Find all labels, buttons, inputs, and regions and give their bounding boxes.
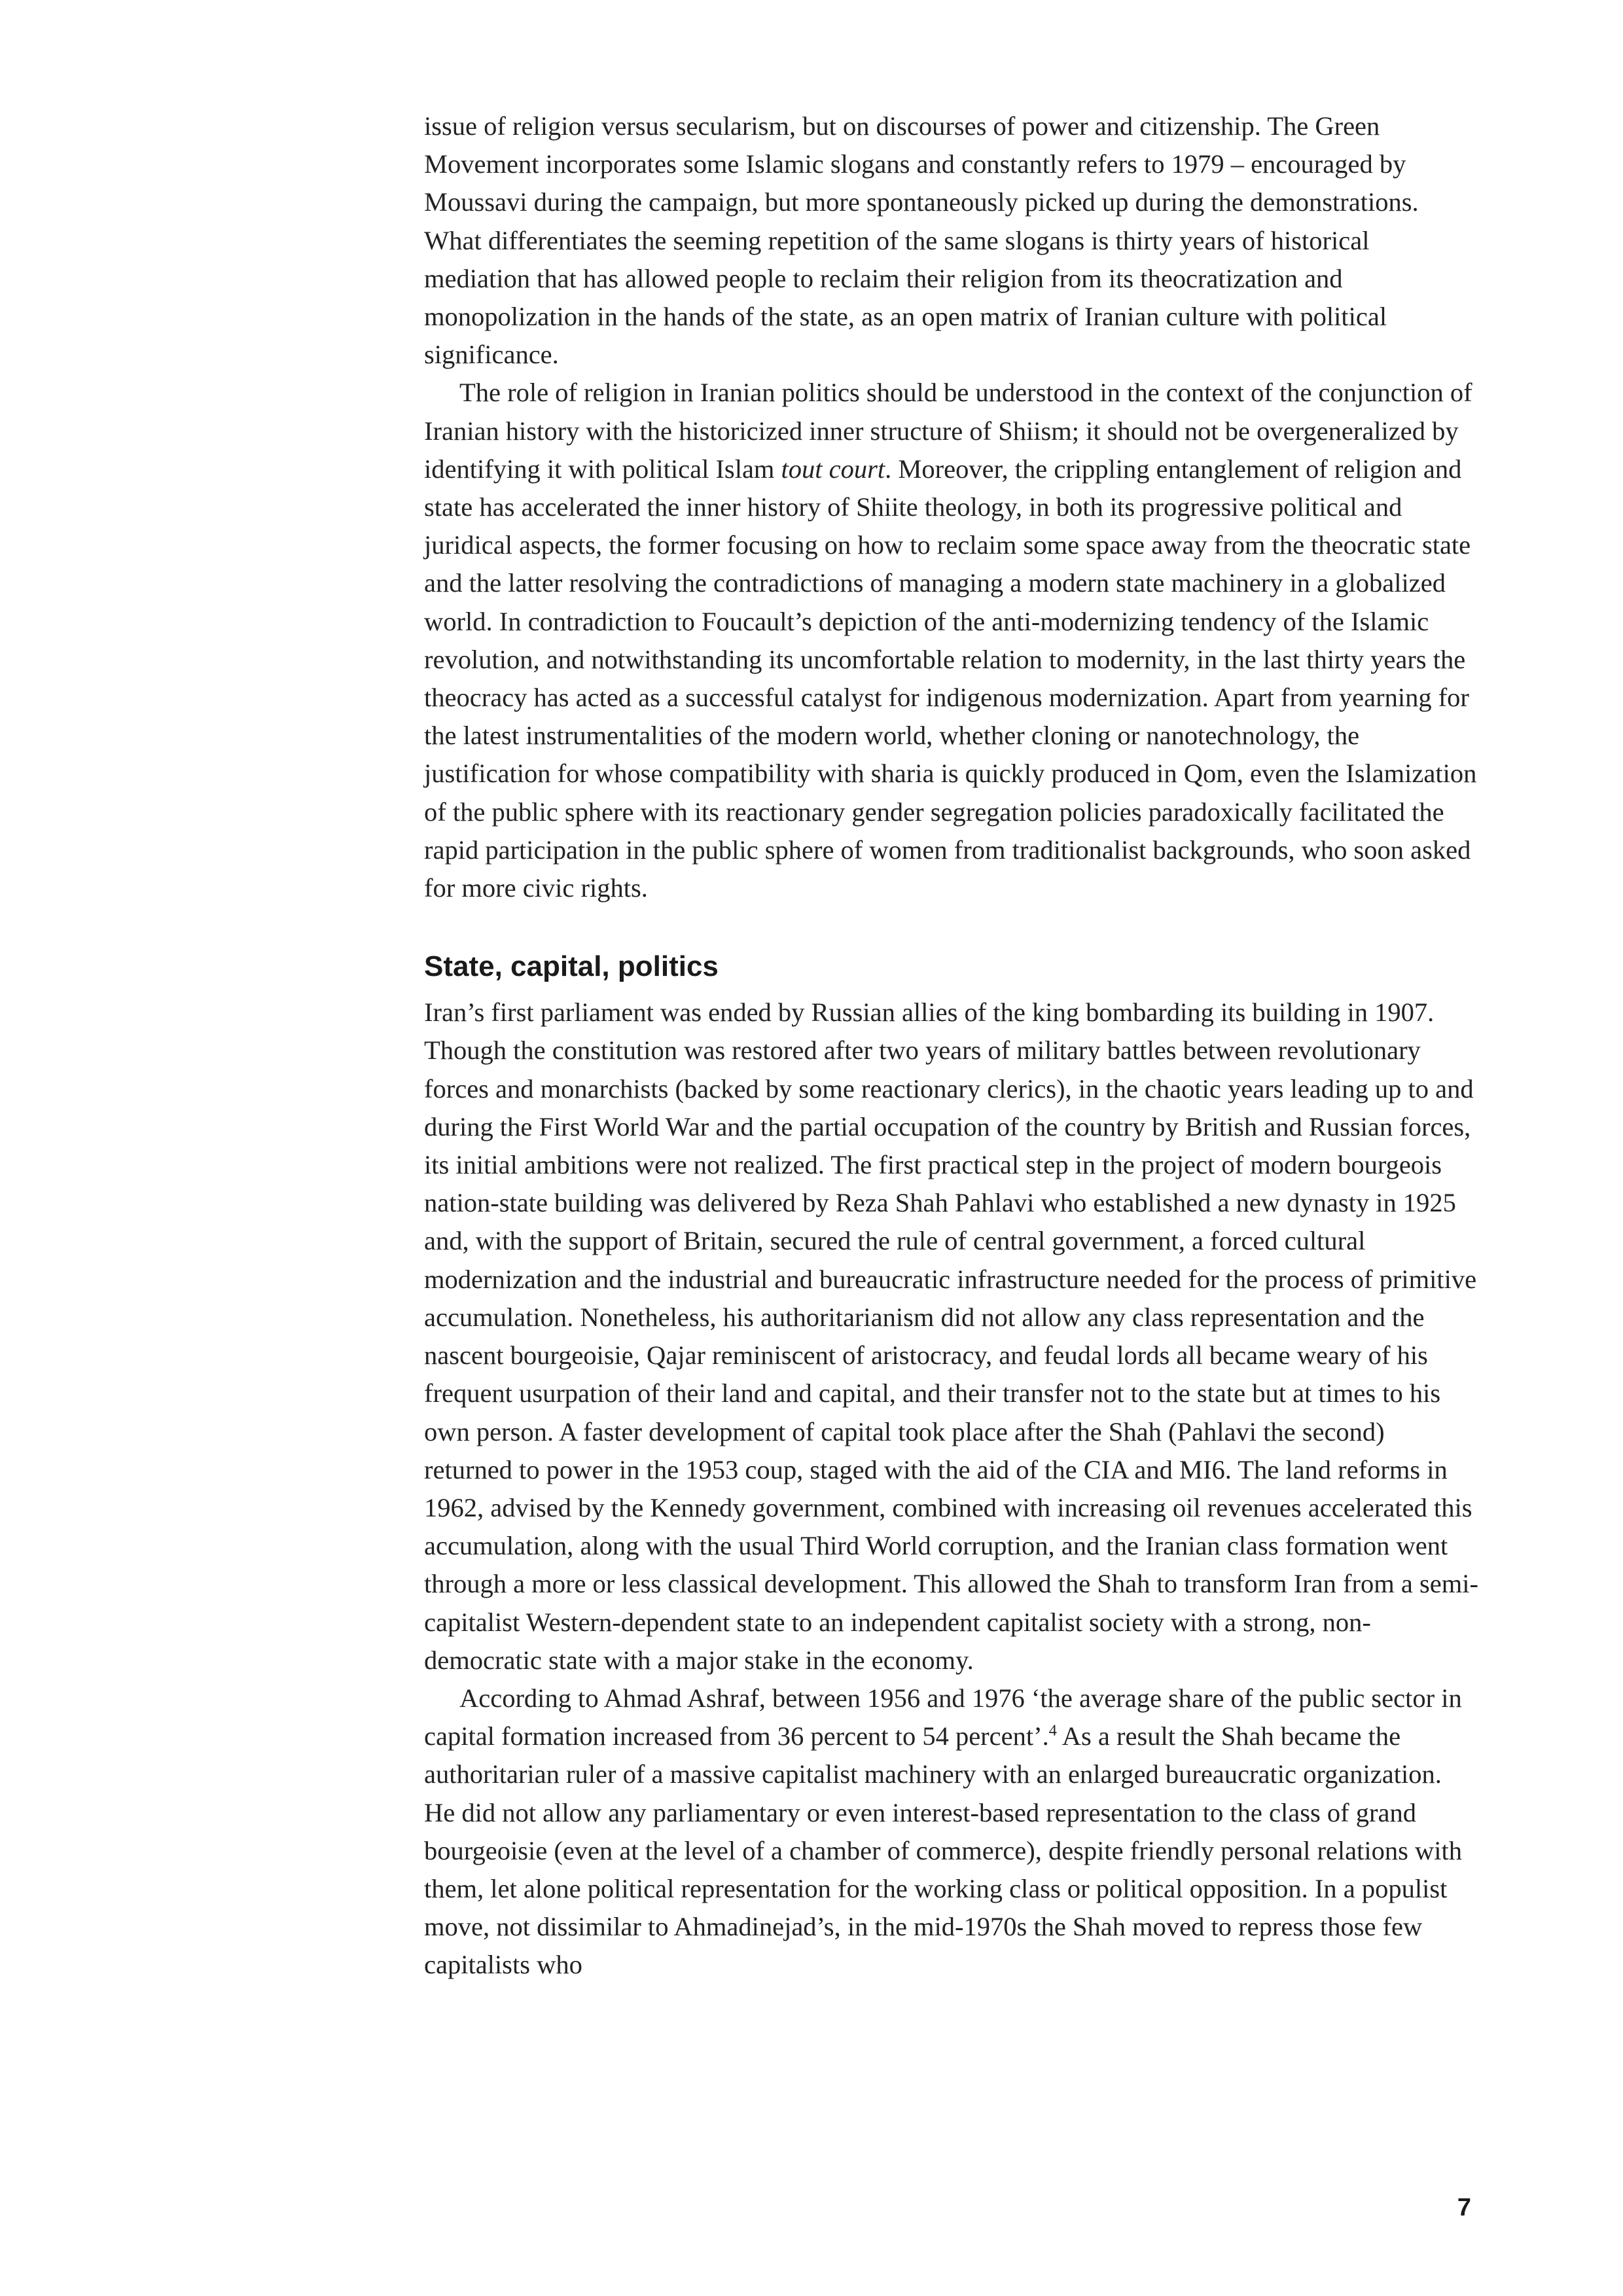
italic-phrase: tout court: [781, 454, 885, 484]
paragraph-4-part-a: According to Ahmad Ashraf, between 1956 and 1976 ‘the average share of the public sector in capital formation increased from 36 percent to 54 percent’.: [424, 1683, 1462, 1751]
paragraph-2: [424, 374, 1479, 907]
paragraph-4-part-b: As a result the Shah became the authoritarian ruler of a massive capitalist machinery with an enlarged bureaucratic organization. He did not allow any parliamentary or even interest-based representation to the class of grand bourgeoisie (even at the level of a chamber of commerce), despite friendly personal relations with them, let alone political representation for the working class or political opposition. In a populist move, not dissimilar to Ahmadinejad’s, in the mid-1970s the Shah moved to repress those few capitalists who: [424, 1721, 1463, 1980]
page-number: 7: [1457, 2194, 1471, 2221]
paragraph-1: issue of religion versus secularism, but on discourses of power and citizenship. The Green Movement incorporates some Islamic slogans and constantly refers to 1979 – encouraged by Moussavi during the campaign, but more spontaneously picked up during the demonstrations. What differentiates the seeming repetition of the same slogans is thirty years of historical mediation that has allowed people to reclaim their religion from its theocratization and monopolization in the hands of the state, as an open matrix of Iranian culture with political significance.: [424, 111, 1419, 370]
paragraph-2-part-a: The role of religion in Iranian politics should be understood in the context of the conjunction of Iranian history with the historicized inner structure of Shiism; it should not be overgeneralized by identifying it with political Islam: [424, 378, 1472, 484]
paragraph-3: Iran’s first parliament was ended by Russian allies of the king bombarding its building in 1907. Though the constitution was restored after two years of military battles between revolutionary forces and monarchists (backed by some reactionary clerics), in the chaotic years leading up to and during the First World War and the partial occupation of the country by British and Russian forces, its initial ambitions were not realized. The first practical step in the project of modern bourgeois nation-state building was delivered by Reza Shah Pahlavi who established a new dynasty in 1925 and, with the support of Britain, secured the rule of central government, a forced cultural modernization and the industrial and bureaucratic infrastructure needed for the process of primitive accumulation. Nonetheless, his authoritarianism did not allow any class representation and the nascent bourgeoisie, Qajar reminiscent of aristocracy, and feudal lords all became weary of his frequent usurpation of their land and capital, and their transfer not to the state but at times to his own person. A faster development of capital took place after the Shah (Pahlavi the second) returned to power in the 1953 coup, staged with the aid of the CIA and MI6. The land reforms in 1962, advised by the Kennedy government, combined with increasing oil revenues accelerated this accumulation, along with the usual Third World corruption, and the Iranian class formation went through a more or less classical development. This allowed the Shah to transform Iran from a semi-capitalist Western-dependent state to an independent capitalist society with a strong, non-democratic state with a major stake in the economy.: [424, 997, 1478, 1675]
section-heading: State, capital, politics: [424, 950, 719, 983]
body-text: [424, 107, 1479, 1984]
paragraph-4: [424, 1679, 1479, 1984]
footnote-marker: 4: [1048, 1721, 1057, 1740]
paragraph-2-part-b: . Moreover, the crippling entanglement of religion and state has accelerated the inner history of Shiite theology, in both its progressive political and juridical aspects, the former focusing on how to reclaim some space away from the theocratic state and the latter resolving the contradictions of managing a modern state machinery in a globalized world. In contradiction to Foucault’s depiction of the anti-modernizing tendency of the Islamic revolution, and notwithstanding its uncomfortable relation to modernity, in the last thirty years the theocracy has acted as a successful catalyst for indigenous modernization. Apart from yearning for the latest instrumentalities of the modern world, whether cloning or nanotechnology, the justification for whose compatibility with sharia is quickly produced in Qom, even the Islamization of the public sphere with its reactionary gender segregation policies paradoxically facilitated the rapid participation in the public sphere of women from traditionalist backgrounds, who soon asked for more civic rights.: [424, 454, 1477, 903]
